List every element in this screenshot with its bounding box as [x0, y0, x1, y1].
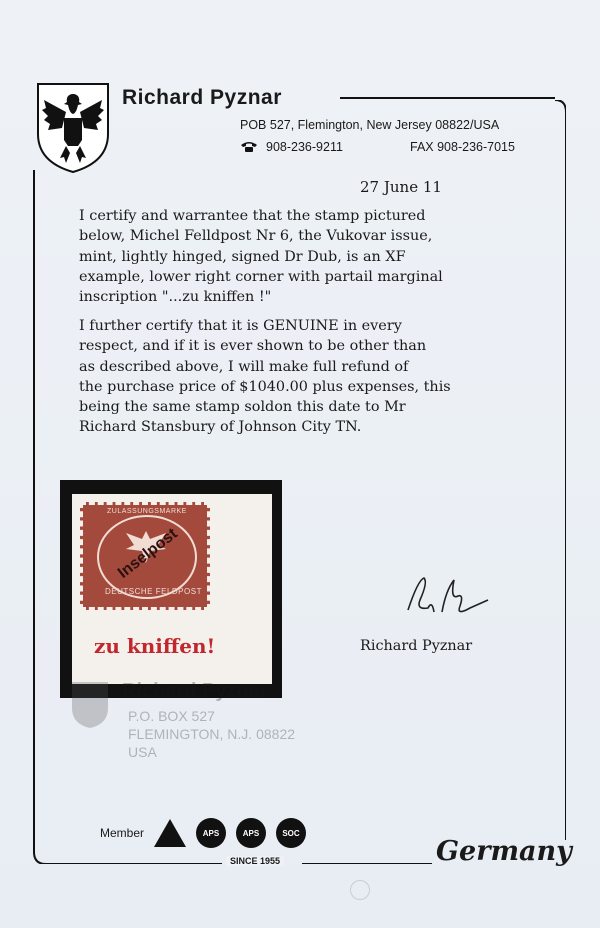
signer-name: Richard Pyznar — [360, 638, 473, 654]
ghost-brand: Richard Pyznar — [122, 680, 268, 702]
club-badge-icon: SOC — [276, 818, 306, 848]
eagle-crest-icon — [36, 82, 110, 174]
telephone-icon — [240, 141, 258, 153]
company-address: POB 527, Flemington, New Jersey 08822/USA — [240, 118, 500, 132]
ghost-eagle-icon — [70, 680, 110, 730]
stamp — [80, 502, 210, 610]
ghost-address-line3: USA — [128, 744, 157, 760]
warranty-paragraph: I further certify that it is GENUINE in every respect, and if it is ever shown to be other than as described above, I will make full refund of the purchase price of $1040.00 plus expenses, this being the same stamp soldon this date to Mr Richard Stansbury of Johnson City TN. — [79, 318, 451, 436]
stamp-bottom-text: DEUTSCHE FELDPOST — [105, 587, 202, 596]
membership-row — [100, 818, 306, 848]
since-label: SINCE 1955 — [226, 856, 284, 866]
margin-inscription: zu kniffen! — [94, 634, 216, 658]
asda-badge-icon — [154, 819, 186, 847]
stamp-top-text: ZULASSUNGSMARKE — [107, 508, 187, 515]
member-label: Member — [100, 826, 145, 840]
signature — [398, 570, 498, 618]
stamp-mount — [72, 494, 272, 684]
stamp-photo — [60, 480, 282, 698]
rubber-stamp-impression — [70, 680, 296, 760]
ghost-address-line1: P.O. BOX 527 — [128, 708, 215, 724]
company-name: Richard Pyznar — [122, 86, 282, 109]
certificate-date: 27 June 11 — [360, 178, 442, 196]
header-rule — [340, 97, 555, 99]
company-fax: FAX 908-236-7015 — [410, 140, 515, 154]
company-phone — [240, 140, 343, 154]
certification-paragraph: I certify and warrantee that the stamp pictured below, Michel Felldpost Nr 6, the Vukovar issue, mint, lightly hinged, signed Dr Dub, is an XF example, lower right corner with partail marginal inscription "...zu kniffen !" — [79, 208, 443, 306]
germany-specialty: Germany — [436, 836, 572, 867]
ghost-address-line2: FLEMINGTON, N.J. 08822 — [128, 726, 296, 742]
phone-number: 908-236-9211 — [266, 140, 343, 154]
aps-badge-icon: APS — [236, 818, 266, 848]
stamp-overprint: Inselpost — [114, 525, 181, 582]
faint-mark — [350, 880, 370, 900]
society-badge-icon: APS — [196, 818, 226, 848]
